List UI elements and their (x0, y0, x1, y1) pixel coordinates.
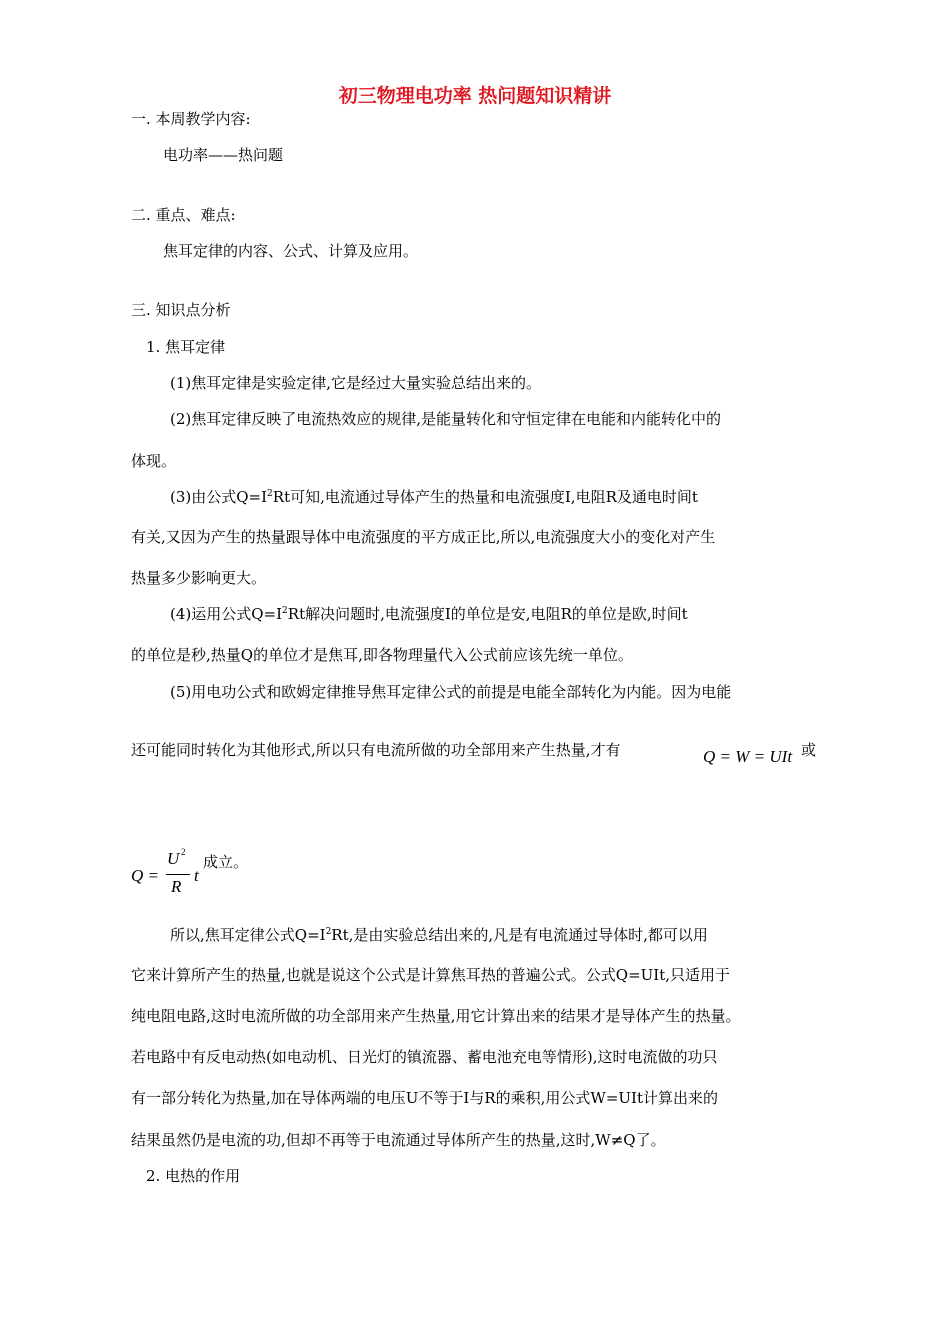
paragraph-5-line-2: 还可能同时转化为其他形式,所以只有电流所做的功全部用来产生热量,才有 (131, 741, 621, 759)
formula-q-w-uit: Q = W = UIt (703, 747, 793, 766)
formula-lhs: Q = (131, 866, 159, 885)
superscript: 2 (325, 927, 332, 937)
paragraph-5-or: 或 (801, 741, 817, 759)
paragraph-6-line-5: 有一部分转化为热量,加在导体两端的电压U不等于I与R的乘积,用公式W=UIt计算出来的 (131, 1089, 718, 1107)
paragraph-5-line-1: (5)用电功公式和欧姆定律推导焦耳定律公式的前提是电能全部转化为内能。因为电能 (170, 683, 732, 701)
text-run: Rt可知,电流通过导体产生的热量和电流强度I,电阻R及通电时间t (272, 488, 698, 506)
paragraph-3-line-1 (170, 487, 698, 507)
paragraph-4-line-1 (170, 604, 688, 624)
section-3-heading: 三. 知识点分析 (131, 301, 231, 319)
text-run: (4)运用公式Q=I (170, 605, 283, 623)
paragraph-6-line-3: 纯电阻电路,这时电流所做的功全部用来产生热量,用它计算出来的结果才是导体产生的热量。 (131, 1007, 741, 1025)
superscript: 2 (282, 606, 288, 616)
paragraph-6-line-1 (170, 925, 708, 945)
formula-numerator-exponent: 2 (181, 847, 186, 857)
section-1-heading: 一. 本周教学内容: (131, 110, 251, 128)
formula-numerator: U (167, 849, 180, 868)
section-2-text: 焦耳定律的内容、公式、计算及应用。 (163, 242, 419, 260)
subsection-1-heading: 1. 焦耳定律 (146, 338, 226, 356)
paragraph-1: (1)焦耳定律是实验定律,它是经过大量实验总结出来的。 (170, 374, 542, 392)
paragraph-3-line-2: 有关,又因为产生的热量跟导体中电流强度的平方成正比,所以,电流强度大小的变化对产生 (131, 528, 716, 546)
paragraph-6-line-6: 结果虽然仍是电流的功,但却不再等于电流通过导体所产生的热量,这时,W≠Q了。 (131, 1131, 666, 1149)
formula-q-u2-over-r-t (131, 845, 206, 900)
subsection-2-heading: 2. 电热的作用 (146, 1167, 241, 1185)
text-run: (3)由公式Q=I (170, 488, 268, 506)
paragraph-5-line-3: 成立。 (203, 853, 249, 871)
fraction-bar (166, 874, 190, 875)
superscript: 2 (267, 489, 273, 499)
paragraph-3-line-3: 热量多少影响更大。 (131, 569, 267, 587)
formula-denominator: R (171, 877, 182, 896)
formula-variable-t: t (194, 866, 199, 885)
text-run: Rt,是由实验总结出来的,凡是有电流通过导体时,都可以用 (331, 926, 708, 944)
section-1-text: 电功率——热问题 (163, 146, 284, 164)
text-run: 所以,焦耳定律公式Q=I (170, 926, 326, 944)
paragraph-6-line-4: 若电路中有反电动热(如电动机、日光灯的镇流器、蓄电池充电等情形),这时电流做的功只 (131, 1048, 718, 1066)
section-2-heading: 二. 重点、难点: (131, 206, 236, 224)
paragraph-6-line-2: 它来计算所产生的热量,也就是说这个公式是计算焦耳热的普遍公式。公式Q=UIt,只适用于 (131, 966, 731, 984)
paragraph-4-line-2: 的单位是秒,热量Q的单位才是焦耳,即各物理量代入公式前应该先统一单位。 (131, 646, 633, 664)
paragraph-2-line-1: (2)焦耳定律反映了电流热效应的规律,是能量转化和守恒定律在电能和内能转化中的 (170, 410, 722, 428)
paragraph-2-line-2: 体现。 (131, 452, 177, 470)
page-title: 初三物理电功率 热问题知识精讲 (338, 85, 612, 107)
text-run: Rt解决问题时,电流强度I的单位是安,电阻R的单位是欧,时间t (287, 605, 688, 623)
